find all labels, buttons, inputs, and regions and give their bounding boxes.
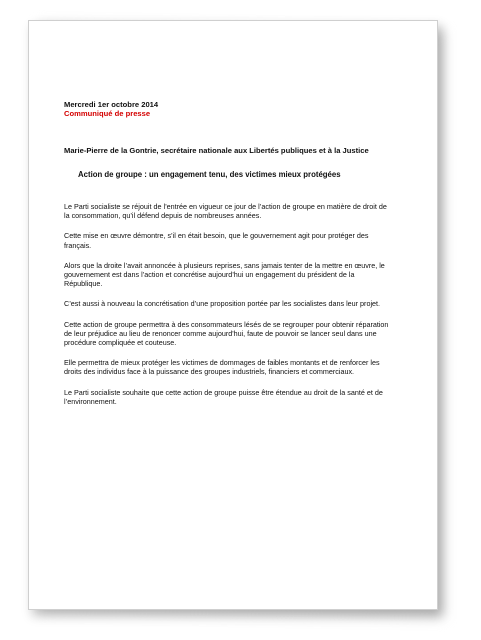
paragraph-1: Le Parti socialiste se réjouit de l’entrée en vigueur ce jour de l’action de groupe en matière de droit de la consommation, qu’il défend depuis de nombreuses années. xyxy=(64,202,387,221)
paragraph-5: Cette action de groupe permettra à des consommateurs lésés de se regrouper pour obtenir réparation de leur préjudice au lieu de renoncer comme aujourd'hui, faute de pouvoir se lancer seul dans une procédure compliquée et couteuse. xyxy=(64,319,389,348)
paragraph-3: Alors que la droite l’avait annoncée à plusieurs reprises, sans jamais tenter de la mettre en œuvre, le gouvernement est dans l’action et concrétise aujourd’hui un engagement du président de la République. xyxy=(64,260,385,289)
document-date: Mercredi 1er octobre 2014 xyxy=(64,100,159,109)
paragraph-2: Cette mise en œuvre démontre, s’il en était besoin, que le gouvernement agit pour protéger des français. xyxy=(64,231,369,250)
document-content xyxy=(64,100,394,406)
paragraph-4: C’est aussi à nouveau la concrétisation d’une proposition portée par les socialistes dans leur projet. xyxy=(64,299,381,309)
document-author: Marie-Pierre de la Gontrie, secrétaire nationale aux Libertés publiques et à la Justice xyxy=(64,145,369,155)
paragraph-7: Le Parti socialiste souhaite que cette action de groupe puisse être étendue au droit de la santé et de l’environnement. xyxy=(64,387,383,406)
document-type: Communiqué de presse xyxy=(64,109,151,119)
document-page xyxy=(28,20,438,610)
document-title: Action de groupe : un engagement tenu, des victimes mieux protégées xyxy=(78,170,341,180)
paragraph-6: Elle permettra de mieux protéger les victimes de dommages de faibles montants et de renforcer les droits des individus face à la puissance des groupes industriels, financiers et commerciaux. xyxy=(64,358,380,377)
